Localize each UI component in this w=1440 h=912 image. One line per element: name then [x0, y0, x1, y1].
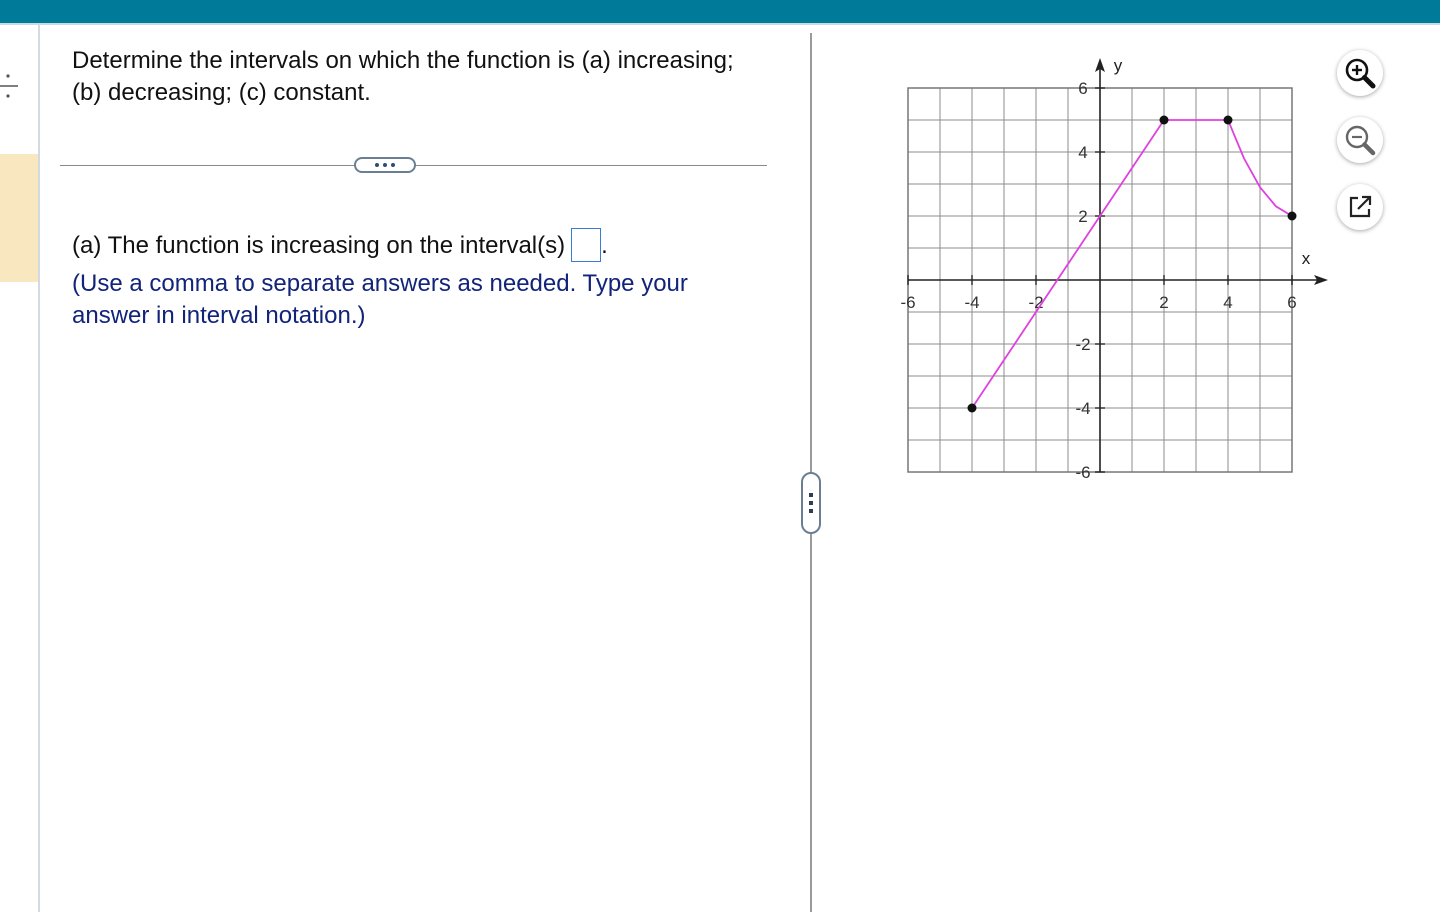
- more-dot: [391, 163, 395, 167]
- x-tick-label: -4: [964, 293, 980, 312]
- y-tick-label: -4: [1075, 399, 1091, 418]
- open-in-new-window-button[interactable]: [1337, 184, 1383, 230]
- handle-dot: [809, 493, 813, 497]
- y-tick-label: -2: [1075, 335, 1091, 354]
- y-tick-label: 2: [1078, 207, 1088, 226]
- x-axis-label: x: [1301, 249, 1311, 268]
- curve-point: [1224, 116, 1233, 125]
- y-tick-label: -6: [1075, 463, 1091, 482]
- x-tick-label: -2: [1028, 293, 1044, 312]
- function-graph: [880, 40, 1340, 490]
- answer-input[interactable]: [571, 228, 601, 262]
- open-in-new-window-icon: [1345, 192, 1375, 222]
- x-tick-label: -6: [900, 293, 916, 312]
- part-a-prompt-text: (a) The function is increasing on the interval(s): [72, 232, 566, 259]
- question-text: Determine the intervals on which the function is (a) increasing; (b) decreasing; (c) constant.: [72, 47, 734, 106]
- answer-period: .: [601, 232, 608, 259]
- handle-dot: [809, 501, 813, 505]
- pane-splitter-handle[interactable]: [801, 472, 821, 534]
- left-rail-border: [38, 25, 40, 912]
- more-dot: [375, 163, 379, 167]
- y-tick-label: 4: [1078, 143, 1088, 162]
- y-axis-label: y: [1113, 56, 1123, 75]
- divide-icon: [0, 66, 18, 106]
- curve-point: [1160, 116, 1169, 125]
- x-tick-label: 6: [1287, 293, 1297, 312]
- question-nav-highlight[interactable]: [0, 154, 38, 282]
- x-tick-label: 4: [1223, 293, 1233, 312]
- top-bar-edge: [0, 23, 1440, 25]
- answer-hint: (Use a comma to separate answers as needed. Type your answer in interval notation.): [72, 270, 688, 329]
- part-a-prompt: [72, 228, 608, 263]
- x-tick-label: 2: [1159, 293, 1169, 312]
- curve-point: [968, 404, 977, 413]
- show-more-button[interactable]: [354, 157, 416, 173]
- curve-point: [1288, 212, 1297, 221]
- zoom-out-button[interactable]: [1337, 117, 1383, 163]
- top-bar: [0, 0, 1440, 23]
- zoom-in-icon: [1343, 56, 1377, 90]
- zoom-in-button[interactable]: [1337, 50, 1383, 96]
- handle-dot: [809, 509, 813, 513]
- more-dot: [383, 163, 387, 167]
- y-tick-label: 6: [1078, 79, 1088, 98]
- zoom-out-icon: [1343, 123, 1377, 157]
